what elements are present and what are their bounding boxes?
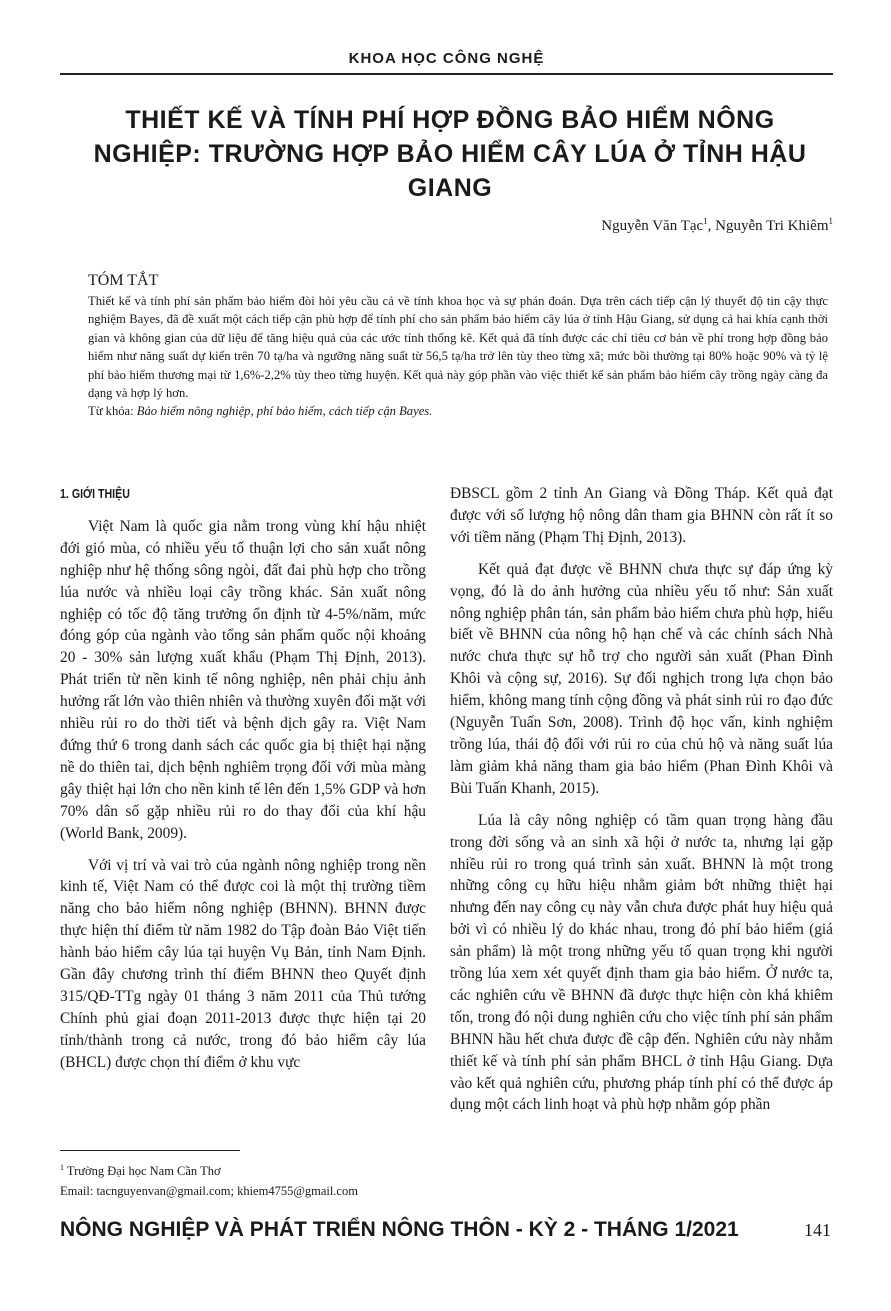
abstract-text: Thiết kế và tính phí sản phẩm bảo hiểm đòi hỏi yêu cầu cả về tính khoa học và sự phán đoán. Dựa trên cách tiếp cận lý thuyết độ tin cậy thực nghiệm Bayes, đã đề xuất một cách tiếp cận phù hợp để tính phí cho sản phẩm bảo hiểm cây lúa ở tỉnh Hậu Giang, sử dụng cả hai khía cạnh thời gian và không gian của dữ liệu để tăng hiệu quả của các ước tính thống kê. Kết quả đã tính được các chỉ tiêu cơ bản về phí trong hợp đồng bảo hiểm như năng suất dự kiến trên 70 tạ/ha và ngưỡng năng suất từ 56,5 tạ/ha trở lên tùy theo từng xã; mức bồi thường tại 80% hoặc 90% và tỷ lệ phí bảo hiểm thương mại từ 1,6%-2,2% tùy theo từng huyện. Kết quả này góp phần vào việc thiết kế sản phẩm bảo hiểm cây trồng ngày càng đa dạng và hợp lý hơn. <box>88 294 828 401</box>
affiliation-mark: 1 <box>703 216 708 226</box>
author-separator: , <box>707 218 716 234</box>
footnote-email: Email: tacnguyenvan@gmail.com; khiem4755@gmail.com <box>60 1184 358 1199</box>
author-name: Nguyễn Văn Tạc <box>601 218 704 234</box>
body-paragraph: Việt Nam là quốc gia nằm trong vùng khí hậu nhiệt đới gió mùa, có nhiều yếu tố thuận lợi cho sản xuất nông nghiệp như hệ thống sông ngòi, đất đai phù hợp cho trồng lúa nước và nhiều loại cây trồng khác. Sản xuất nông nghiệp có tốc độ tăng trưởng ổn định từ 4-5%/năm, mức đóng góp của ngành vào tổng sản phẩm quốc nội khoảng 20 - 30% sản lượng xuất khẩu (Phạm Thị Định, 2013). Phát triển từ nền kinh tế nông nghiệp, nên phải chịu ảnh hưởng rất lớn vào thiên nhiên và thường xuyên đối mặt với nhiều rủi ro do thời tiết và bệnh dịch gây ra. Việt Nam đứng thứ 6 trong danh sách các quốc gia bị thiệt hại nặng nề do thiên tai, dịch bệnh nghiêm trọng đối với mùa màng gây thiệt hại lớn cho nền kinh tế lên đến 1,5% GDP và hơn 70% dân số gặp nhiều rủi ro do thay đổi của khí hậu (World Bank, 2009). <box>60 517 426 842</box>
keywords-label: Từ khóa: <box>88 404 137 419</box>
body-paragraph: Với vị trí và vai trò của ngành nông nghiệp trong nền kinh tế, Việt Nam có thể được coi là một thị trường tiềm năng cho bảo hiểm nông nghiệp (BHNN). BHNN được thực hiện thí điểm từ năm 1982 do Tập đoàn Bảo Việt tiến hành bảo hiểm cây lúa tại huyện Vụ Bản, tỉnh Nam Định. Gần đây chương trình thí điểm BHNN theo Quyết định 315/QĐ-TTg ngày 01 tháng 3 năm 2011 của Thủ tướng Chính phủ giai đoạn 2011-2013 được thực hiện tại 20 tỉnh/thành trong cả nước, trong đó bảo hiểm cây lúa (BHCL) được chọn thí điểm ở khu vực <box>60 856 426 1071</box>
affiliation-mark: 1 <box>60 1163 64 1172</box>
abstract-heading: TÓM TẮT <box>88 272 159 289</box>
body-paragraph: Lúa là cây nông nghiệp có tầm quan trọng hàng đầu trong đời sống và an sinh xã hội ở nước ta, nhưng lại gặp nhiều rủi ro trong quá trình sản xuất. BHNN là một trong những công cụ hữu hiệu nhằm giảm bớt những thiệt hại nhưng đến nay công cụ này vẫn chưa được phát huy hiệu quả bởi vì có nhiều lý do khác nhau, trong đó phí bảo hiểm (giá sản phẩm) là một trong những yếu tố quan trọng khi người trồng lúa xem xét quyết định tham gia bảo hiểm. Ở nước ta, các nghiên cứu về BHNN đã được thực hiện còn khá khiêm tốn, trong đó nội dung nghiên cứu cho việc tính phí sản phẩm BHNN hầu hết chưa được đề cập đến. Nghiên cứu này nhằm thiết kế và tính phí sản phẩm BHCL ở tỉnh Hậu Giang. Dựa vào kết quả nghiên cứu, phương pháp tính phí có thể được áp dụng một cách linh hoạt và phù hợp nhằm góp phần <box>450 811 833 1114</box>
affiliation-mark: 1 <box>828 216 833 226</box>
page-number: 141 <box>804 1220 831 1240</box>
left-column <box>60 484 426 1084</box>
footnotes <box>60 1158 358 1201</box>
journal-footer: NÔNG NGHIỆP VÀ PHÁT TRIỂN NÔNG THÔN - KỲ 2 - THÁNG 1/2021 <box>60 1218 739 1241</box>
affiliation-text: Trường Đại học Nam Cần Thơ <box>66 1164 221 1179</box>
article-title: THIẾT KẾ VÀ TÍNH PHÍ HỢP ĐỒNG BẢO HIỂM NÔNG NGHIỆP: TRƯỜNG HỢP BẢO HIỂM CÂY LÚA Ở TỈNH HẬU GIANG <box>93 106 807 202</box>
keywords <box>88 402 828 420</box>
body-paragraph: ĐBSCL gồm 2 tỉnh An Giang và Đồng Tháp. Kết quả đạt được với số lượng hộ nông dân tham gia BHNN còn rất ít so với tiềm năng (Phạm Thị Định, 2013). <box>450 485 833 546</box>
footnote-divider <box>60 1150 240 1151</box>
authors <box>601 216 833 235</box>
author-name: Nguyễn Tri Khiêm <box>715 218 829 234</box>
section-heading: 1. GIỚI THIỆU <box>60 487 130 501</box>
keywords-text: Bảo hiểm nông nghiệp, phí bảo hiểm, cách tiếp cận Bayes. <box>136 404 433 419</box>
right-column <box>450 483 833 1126</box>
abstract <box>88 272 828 421</box>
body-paragraph: Kết quả đạt được về BHNN chưa thực sự đáp ứng kỳ vọng, đó là do ảnh hưởng của nhiều yếu tố như: Sản xuất nông nghiệp phân tán, sản phẩm bảo hiểm chưa phù hợp, hiểu biết về BHNN của nông hộ hạn chế và các chính sách Nhà nước chưa thực sự hỗ trợ cho người sản xuất (Phan Đình Khôi và cộng sự, 2016). Sự đối nghịch trong lựa chọn bảo hiểm, không mang tính cộng đồng và phát sinh rủi ro đạo đức (Nguyễn Tuấn Sơn, 2008). Trình độ học vấn, kinh nghiệm trồng lúa, thái độ đối với rủi ro của chủ hộ và năng suất lúa làm giảm khả năng tham gia bảo hiểm (Phan Đình Khôi và Bùi Tuấn Khanh, 2015). <box>450 560 833 797</box>
footnote-affiliation <box>60 1158 358 1181</box>
section-header: KHOA HỌC CÔNG NGHỆ <box>60 50 833 75</box>
